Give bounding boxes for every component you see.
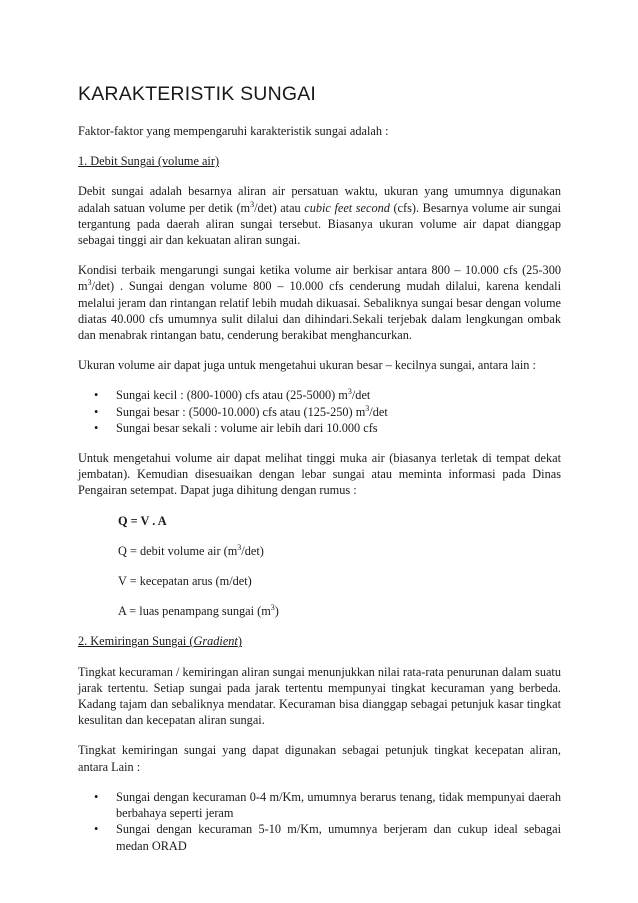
formula-definition-q: Q = debit volume air $(m^3/\det)$: [118, 542, 264, 558]
list-item: • Sungai besar sekali : volume air lebih dari 10.000 cfs: [116, 420, 561, 436]
formula: Q = V . A: [118, 513, 167, 528]
list-item: • Sungai kecil : (800-1000) cfs atau (25-5000) $m^3/\det$: [116, 387, 561, 403]
formula-definition-v: V = kecepatan arus (m/det): [118, 574, 252, 589]
formula-definition-a: A = luas penampang sungai $(m^3)$: [118, 603, 279, 619]
gradient-list: [78, 789, 561, 854]
intro-paragraph: Faktor-faktor yang mempengaruhi karakteristik sungai adalah :: [78, 124, 389, 138]
section-1-paragraph-3: Ukuran volume air dapat juga untuk mengetahui ukuran besar – kecilnya sungai, antara lain :: [78, 358, 536, 373]
section-1-paragraph-1: Debit sungai adalah besarnya aliran air persatuan waktu, ukuran yang umumnya digunakan adalah satuan volume per detik $(m^3/\det)$ atau cubic feet second (cfs). Besarnya volume air sungai tergantung pada daerah aliran sungai tersebut. Biasanya ukuran volume air dapat dianggap sebagai tinggi air dan kekuatan aliran sungai.: [78, 184, 561, 248]
section-1-paragraph-2: Kondisi terbaik mengarungi sungai ketika volume air berkisar antara 800 – 10.000 cfs (25-300 $m^3/\det$) . Sungai dengan volume 800 – 10.000 cfs cenderung mudah dilalui, karena kendali melalui jeram dan rintangan relatif lebih mudah dikuasai. Sebaliknya sungai besar dengan volume diatas 40.000 cfs umumnya sulit dilalui dan dihindari.Sekali terjebak dalam lengkungan ombak dan menabrak rintangan batu, cenderung berakibat menghancurkan.: [78, 263, 561, 343]
section-2-heading: 2. Kemiringan Sungai (Gradient): [78, 634, 242, 649]
section-1-paragraph-4: Untuk mengetahui volume air dapat melihat tinggi muka air (biasanya terletak di tempat dekat jembatan). Kemudian disesuaikan dengan lebar sungai atau meminta informasi pada Dinas Pengairan setempat. Dapat juga dihitung dengan rumus :: [78, 451, 561, 498]
list-item: • Sungai dengan kecuraman 0-4 m/Km, umumnya berarus tenang, tidak mempunyai daerah berbahaya seperti jeram: [116, 789, 561, 821]
river-size-list: [78, 387, 561, 436]
section-2-paragraph-1: Tingkat kecuraman / kemiringan aliran sungai menunjukkan nilai rata-rata penurunan dalam suatu jarak tertentu. Setiap sungai pada jarak tertentu mempunyai tingkat kecuraman yang berbeda. Kadang tajam dan sebaliknya mendatar. Kecuraman bisa dianggap sebagai petunjuk kasar tingkat kesulitan dan kecepatan aliran sungai.: [78, 664, 561, 728]
section-2-paragraph-2: Tingkat kemiringan sungai yang dapat digunakan sebagai petunjuk tingkat kecepatan aliran, antara Lain :: [78, 743, 561, 774]
section-1-heading: 1. Debit Sungai (volume air): [78, 154, 220, 169]
list-item: • Sungai dengan kecuraman 5-10 m/Km, umumnya berjeram dan cukup ideal sebagai medan ORAD: [116, 821, 561, 853]
document-title: KARAKTERISTIK SUNGAI: [78, 83, 317, 105]
list-item: • Sungai besar : (5000-10.000) cfs atau (125-250) $m^3/\det$: [116, 404, 561, 420]
document-page: [78, 82, 561, 868]
